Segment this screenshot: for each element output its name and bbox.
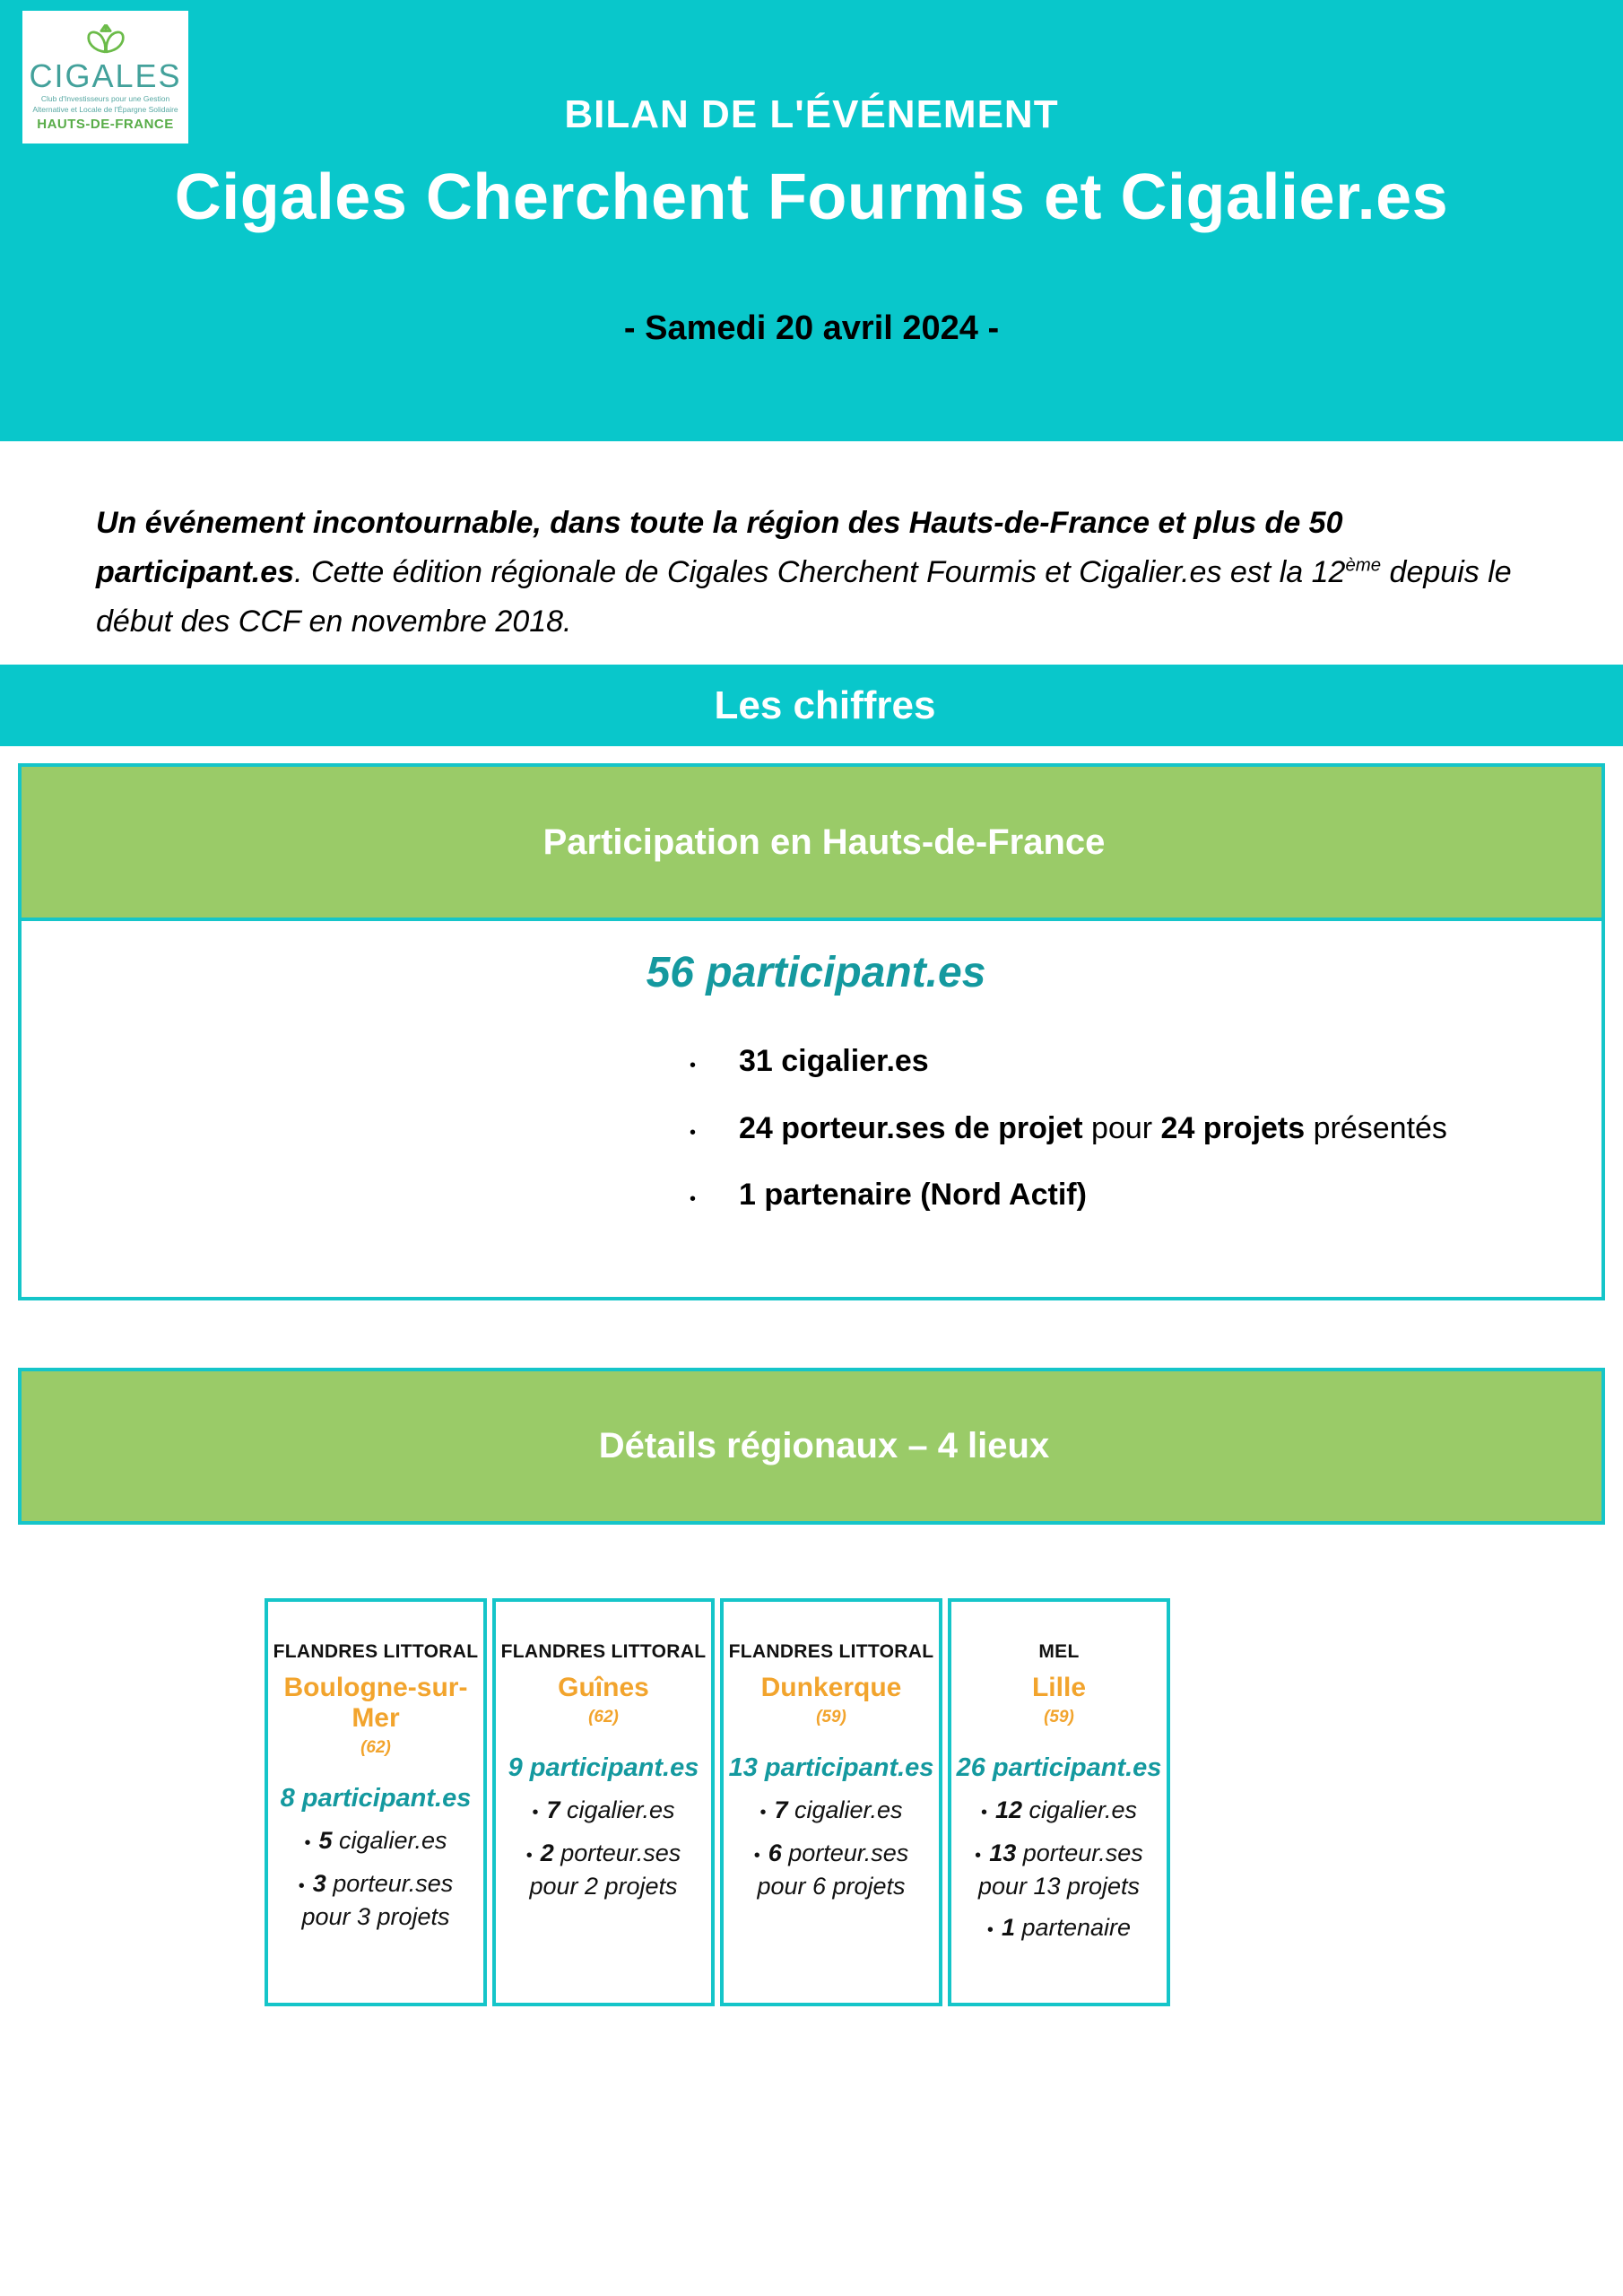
intro-bold-text: Un événement incontournable, dans toute la région des Hauts-de-France et plus de 50 participant.es xyxy=(96,506,1343,590)
bullet-icon: • xyxy=(532,1803,539,1823)
card-city: Dunkerque xyxy=(760,1673,902,1703)
stat-partenaire: 1 partenaire (Nord Actif) xyxy=(739,1178,1087,1213)
logo-region-label: HAUTS-DE-FRANCE xyxy=(37,116,174,132)
card-department: (59) xyxy=(816,1708,846,1727)
card-region-label: FLANDRES LITTORAL xyxy=(500,1641,707,1663)
logo-subtitle-line1: Club d'Investisseurs pour une Gestion xyxy=(40,94,170,104)
bullet-icon: • xyxy=(690,1056,697,1076)
card-department: (62) xyxy=(588,1708,619,1727)
bullet-icon: • xyxy=(980,1803,987,1823)
card-stat-projects: pour 6 projets xyxy=(757,1873,906,1900)
region-card-guines xyxy=(492,1598,715,2006)
bullet-icon: • xyxy=(753,1846,760,1866)
card-participants: 13 participant.es xyxy=(728,1753,934,1783)
card-city: Lille xyxy=(1031,1673,1086,1703)
stat-cigaliers: 31 cigalier.es xyxy=(739,1044,929,1079)
event-kicker: BILAN DE L'ÉVÉNEMENT xyxy=(564,92,1059,136)
card-stat-projects: pour 13 projets xyxy=(977,1873,1141,1900)
card-region-label: FLANDRES LITTORAL xyxy=(728,1641,934,1663)
intro-superscript: ème xyxy=(1345,555,1382,576)
list-item xyxy=(690,1042,1601,1081)
logo-subtitle xyxy=(32,94,178,114)
bullet-icon: • xyxy=(298,1876,305,1897)
bullet-icon: • xyxy=(986,1920,994,1941)
bullet-icon: • xyxy=(759,1803,767,1823)
region-card-lille xyxy=(948,1598,1170,2006)
total-participants: 56 participant.es xyxy=(646,949,986,997)
cigales-logo xyxy=(22,11,188,144)
bullet-icon: • xyxy=(690,1189,697,1210)
card-department: (59) xyxy=(1044,1708,1074,1727)
section-title-details-regionaux: Détails régionaux – 4 lieux xyxy=(18,1368,1605,1525)
participation-box-body xyxy=(22,921,1601,1297)
bullet-icon: • xyxy=(304,1833,311,1854)
card-participants: 26 participant.es xyxy=(956,1753,1162,1783)
event-title: Cigales Cherchent Fourmis et Cigalier.es xyxy=(174,161,1449,233)
intro-end-text: depuis le début des CCF en novembre 2018. xyxy=(96,555,1512,639)
region-card-boulogne xyxy=(265,1598,487,2006)
bullet-icon: • xyxy=(690,1122,697,1143)
logo-wordmark: CIGALES xyxy=(29,57,182,95)
card-stat-porteurs: • 2 porteur.ses xyxy=(525,1839,681,1867)
card-region-label: FLANDRES LITTORAL xyxy=(273,1641,479,1663)
intro-paragraph xyxy=(96,499,1533,647)
card-participants: 9 participant.es xyxy=(508,1753,699,1783)
card-stat-porteurs: • 13 porteur.ses xyxy=(975,1839,1143,1867)
intro-mid-text: . Cette édition régionale de Cigales Cherchent Fourmis et Cigalier.es est la 12 xyxy=(294,555,1346,590)
cicada-icon xyxy=(82,22,129,57)
stat-porteurs: 24 porteur.ses de projet pour 24 projets présentés xyxy=(739,1110,1447,1145)
card-region-label: MEL xyxy=(1038,1641,1080,1663)
card-stat-cigaliers: • 5 cigalier.es xyxy=(304,1827,447,1855)
participation-box xyxy=(18,763,1605,1300)
card-stat-projects: pour 2 projets xyxy=(529,1873,678,1900)
bullet-icon: • xyxy=(975,1846,982,1866)
list-item xyxy=(690,1176,1601,1214)
section-title-les-chiffres: Les chiffres xyxy=(0,665,1623,746)
card-stat-cigaliers: • 7 cigalier.es xyxy=(759,1796,903,1824)
card-stat-cigaliers: • 12 cigalier.es xyxy=(980,1796,1138,1824)
card-stat-porteurs: • 6 porteur.ses xyxy=(753,1839,909,1867)
logo-subtitle-line2: Alternative et Locale de l'Épargne Solidaire xyxy=(32,104,178,114)
bullet-icon: • xyxy=(525,1846,533,1866)
card-city: Boulogne-sur-Mer xyxy=(283,1673,468,1734)
header-banner xyxy=(0,0,1623,441)
card-stat-cigaliers: • 7 cigalier.es xyxy=(532,1796,675,1824)
card-participants: 8 participant.es xyxy=(280,1784,472,1813)
card-stat-partenaire: • 1 partenaire xyxy=(986,1914,1132,1942)
card-city: Guînes xyxy=(558,1673,649,1703)
region-card-dunkerque xyxy=(720,1598,942,2006)
participation-box-title: Participation en Hauts-de-France xyxy=(22,767,1601,921)
event-date: - Samedi 20 avril 2024 - xyxy=(623,309,1000,347)
card-stat-porteurs: • 3 porteur.ses xyxy=(298,1870,454,1898)
card-stat-projects: pour 3 projets xyxy=(301,1903,450,1931)
participation-list xyxy=(22,1042,1601,1214)
card-department: (62) xyxy=(360,1738,391,1758)
region-cards xyxy=(265,1598,1170,2006)
list-item xyxy=(690,1109,1601,1148)
